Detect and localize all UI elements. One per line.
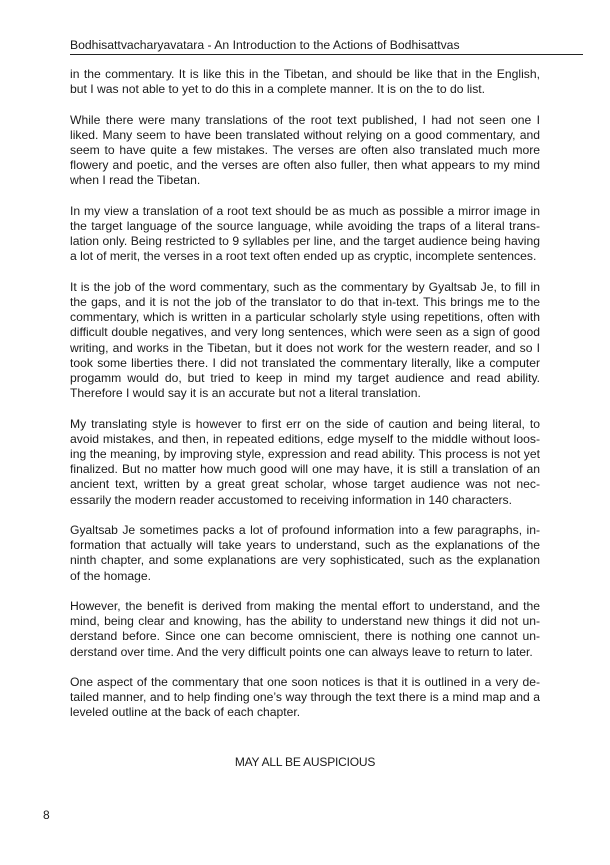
- paragraph: It is the job of the word commentary, such as the commentary by Gyaltsab Je, to fill in the gaps, and it is not the job of the translator to do that in-text. This brings me to the commentary, which is written in a particular scholarly style using repetitions, often with difficult double negatives, and very long sentences, which were seen as a sign of good writing, and works in the Tibetan, but it does not work for the western reader, and so I took some liberties there. I did not translated the commentary literally, like a computer progamm would do, but tried to keep in mind my target audience and read ability. Therefore I would say it is an accurate but not a literal translation.: [70, 279, 540, 401]
- closing-line: MAY ALL BE AUSPICIOUS: [234, 755, 376, 769]
- page-body: [70, 67, 540, 736]
- paragraph: In my view a translation of a root text should be as much as possible a mirror image in the target language of the source language, while avoiding the traps of a literal translation only. Being restricted to 9 syllables per line, and the target audience being having a lot of merit, the verses in a root text often ended up as cryptic, incomplete sentences.: [70, 203, 540, 264]
- running-header-title: Bodhisattvacharyavatara - An Introduction to the Actions of Bodhisattvas: [70, 38, 460, 52]
- paragraph: in the commentary. It is like this in the Tibetan, and should be like that in the English, but I was not able to yet to do this in a complete manner. It is on the to do list.: [70, 67, 540, 97]
- paragraph: Gyaltsab Je sometimes packs a lot of profound information into a few paragraphs, information that actually will take years to understand, such as the explanations of the ninth chapter, and some explanations are very sophisticated, such as the explanation of the homage.: [70, 523, 540, 583]
- paragraph: However, the benefit is derived from making the mental effort to understand, and the mind, being clear and knowing, has the ability to understand new things it did not understand before. Since one can become omniscient, there is nothing one cannot understand over time. And the very difficult points one can always leave to return to later.: [70, 599, 540, 659]
- paragraph: While there were many translations of the root text published, I had not seen one I liked. Many seem to have been translated without relying on a good commentary, and seem to have quite a few mistakes. The verses are often also translated much more flowery and poetic, and the verses are often also fuller, then what appears to my mind when I read the Tibetan.: [70, 112, 540, 188]
- paragraph: My translating style is however to first err on the side of caution and being literal, to avoid mistakes, and then, in repeated editions, edge myself to the middle without loosing the meaning, by improving style, expression and read ability. This process is not yet finalized. But no matter how much good will one may have, it is still a translation of an ancient text, written by a great great scholar, whose target audience was not necessarily the modern reader accustomed to receiving information in 140 characters.: [70, 416, 540, 507]
- paragraph: One aspect of the commentary that one soon notices is that it is outlined in a very detailed manner, and to help finding one’s way through the text there is a mind map and a leveled outline at the back of each chapter.: [70, 675, 540, 720]
- page-number: 8: [43, 808, 50, 822]
- header-rule: [70, 54, 583, 55]
